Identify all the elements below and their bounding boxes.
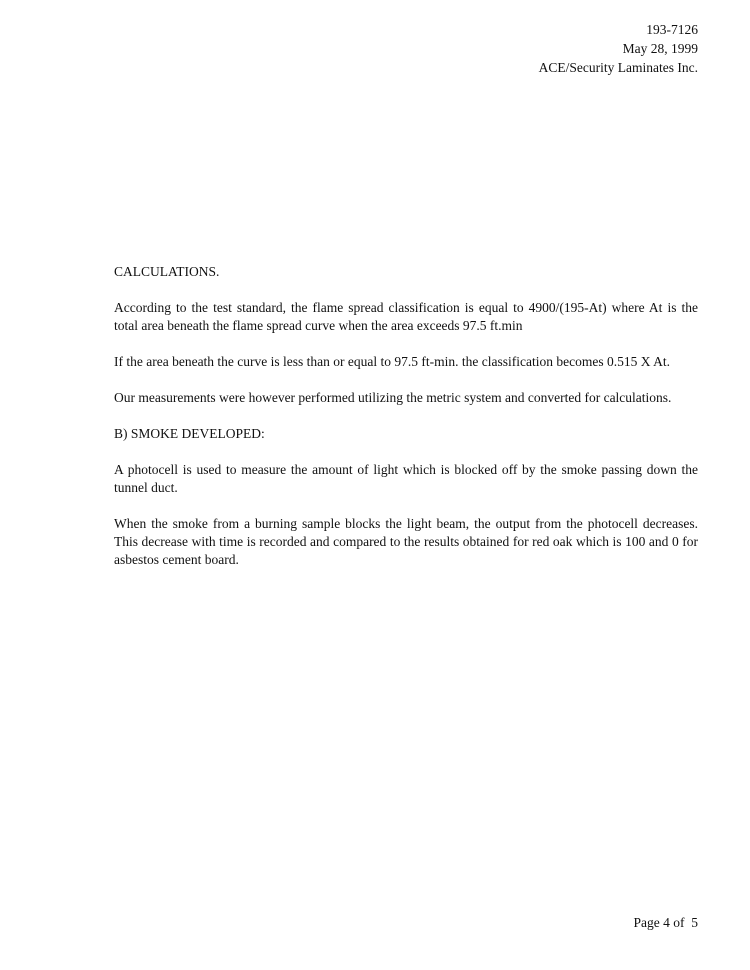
area-less-paragraph: If the area beneath the curve is less than or equal to 97.5 ft-min. the classification becomes 0.515 X At.: [114, 354, 670, 369]
smoke-burning-paragraph: When the smoke from a burning sample blocks the light beam, the output from the photocell decreases. This decrease with time is recorded and compared to the results obtained for red oak which is 100 and 0 for asbestos cement board.: [114, 516, 698, 567]
calculations-heading: CALCULATIONS.: [114, 264, 220, 279]
company-name: ACE/Security Laminates Inc.: [538, 60, 698, 75]
page-number: Page 4 of 5: [633, 915, 698, 930]
flame-spread-paragraph: According to the test standard, the flame spread classification is equal to 4900/(195-At) where At is the total area beneath the flame spread curve when the area exceeds 97.5 ft.min: [114, 300, 698, 333]
report-number: 193-7126: [646, 22, 698, 37]
document-header: [539, 20, 698, 77]
photocell-paragraph: A photocell is used to measure the amount of light which is blocked off by the smoke passing down the tunnel duct.: [114, 462, 698, 495]
document-body: [114, 263, 698, 587]
metric-paragraph: Our measurements were however performed utilizing the metric system and converted for calculations.: [114, 390, 672, 405]
smoke-developed-heading: B) SMOKE DEVELOPED:: [114, 426, 265, 441]
report-date: May 28, 1999: [622, 41, 698, 56]
